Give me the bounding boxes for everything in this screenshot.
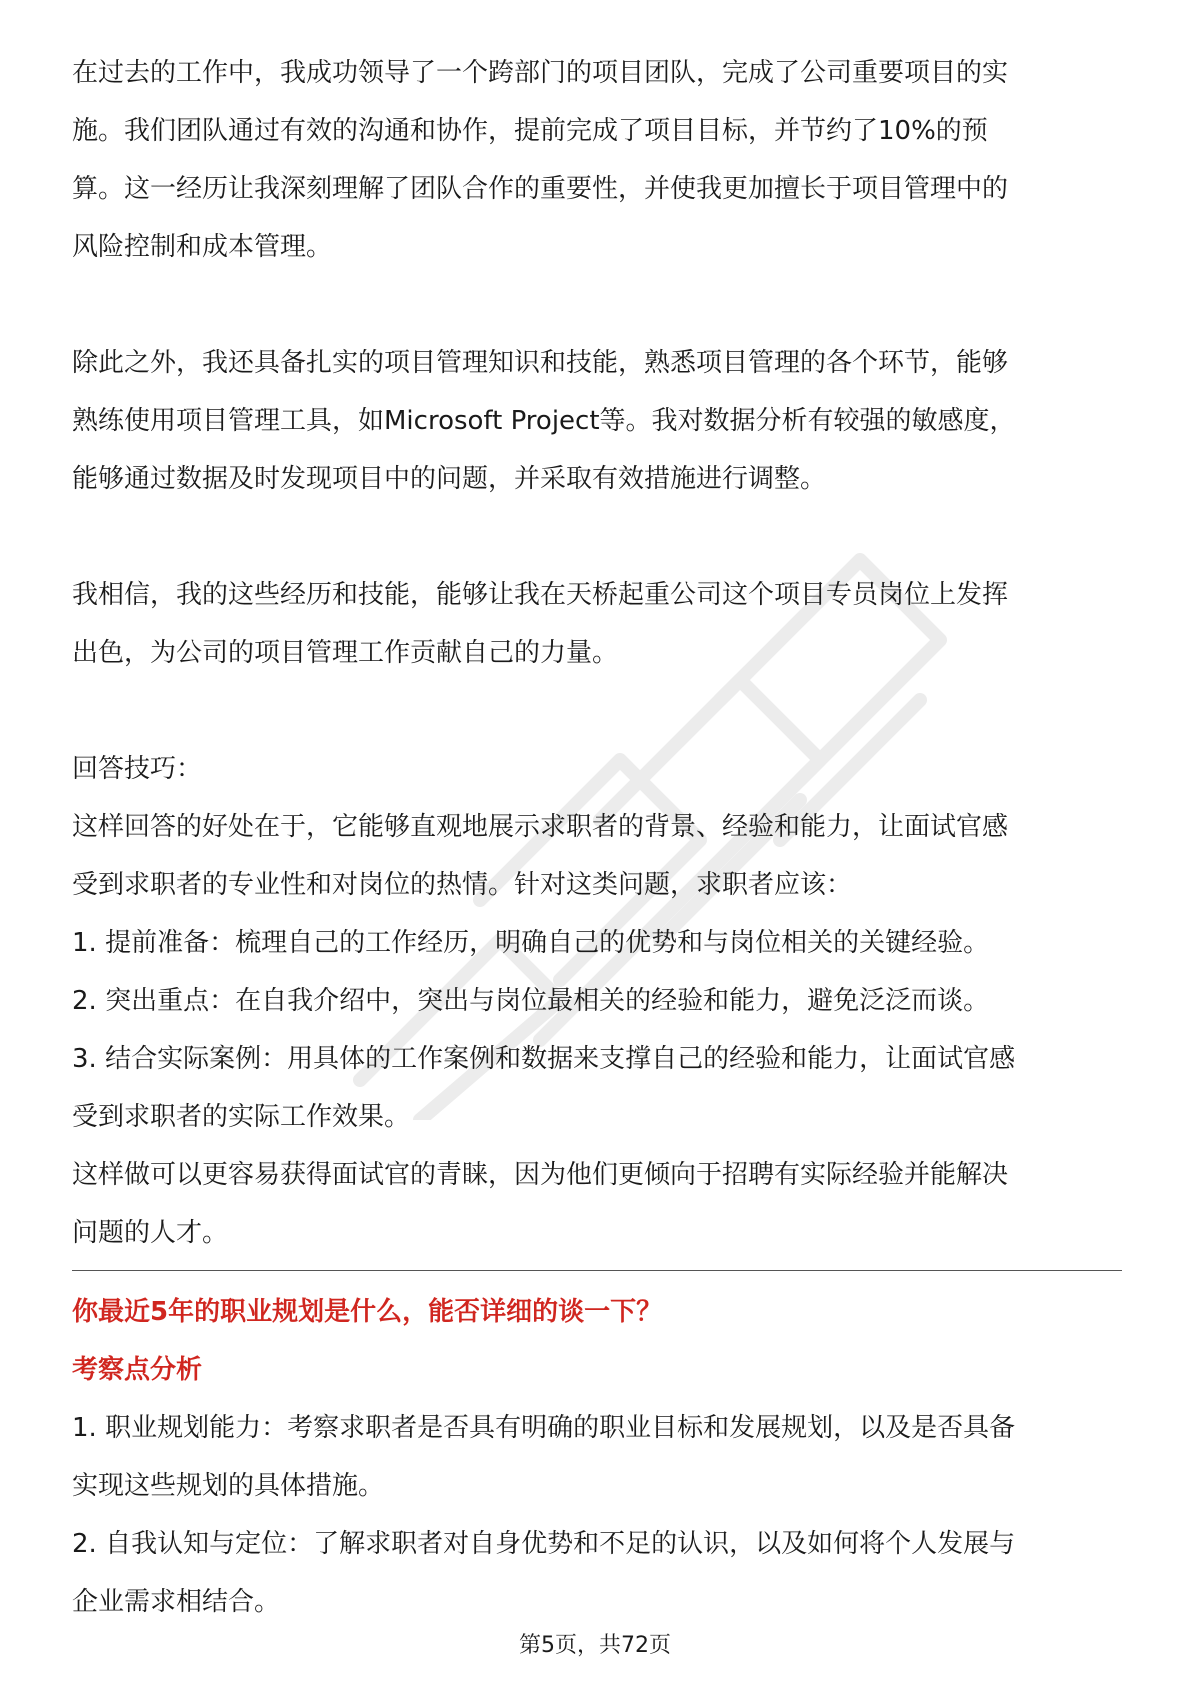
spacer	[72, 276, 1122, 334]
text-line: 出色，为公司的项目管理工作贡献自己的力量。	[72, 638, 619, 668]
paragraph-experience	[72, 44, 1122, 276]
text-line: 我相信，我的这些经历和技能，能够让我在天桥起重公司这个项目专员岗位上发挥	[72, 580, 1009, 610]
text-line: 受到求职者的专业性和对岗位的热情。针对这类问题，求职者应该：	[72, 870, 853, 900]
text-line: 能够通过数据及时发现项目中的问题，并采取有效措施进行调整。	[72, 464, 827, 494]
analysis-heading: 考察点分析	[72, 1355, 203, 1385]
answer-tips	[72, 740, 1122, 1262]
list-item: 3. 结合实际案例：用具体的工作案例和数据来支撑自己的经验和能力，让面试官感	[72, 1044, 1016, 1074]
question-section	[72, 1283, 1122, 1631]
spacer	[72, 508, 1122, 566]
text-line: 熟练使用项目管理工具，如Microsoft Project等。我对数据分析有较强的敏感度，	[72, 406, 1016, 436]
list-item: 2. 自我认知与定位：了解求职者对自身优势和不足的认识，以及如何将个人发展与	[72, 1529, 1016, 1559]
text-line: 风险控制和成本管理。	[72, 232, 333, 262]
text-line: 除此之外，我还具备扎实的项目管理知识和技能，熟悉项目管理的各个环节，能够	[72, 348, 1009, 378]
question-title: 你最近5年的职业规划是什么，能否详细的谈一下？	[72, 1297, 663, 1327]
paragraph-conclusion	[72, 566, 1122, 682]
text-line: 企业需求相结合。	[72, 1587, 281, 1617]
text-line: 实现这些规划的具体措施。	[72, 1471, 385, 1501]
text-line: 在过去的工作中，我成功领导了一个跨部门的项目团队，完成了公司重要项目的实	[72, 58, 1009, 88]
paragraph-skills	[72, 334, 1122, 508]
spacer	[72, 682, 1122, 740]
page-number: 第5页，共72页	[519, 1633, 671, 1658]
list-item: 2. 突出重点：在自我介绍中，突出与岗位最相关的经验和能力，避免泛泛而谈。	[72, 986, 990, 1016]
text-line: 这样回答的好处在于，它能够直观地展示求职者的背景、经验和能力，让面试官感	[72, 812, 1009, 842]
text-line: 施。我们团队通过有效的沟通和协作，提前完成了项目目标，并节约了10%的预	[72, 116, 988, 146]
list-item: 1. 提前准备：梳理自己的工作经历，明确自己的优势和与岗位相关的关键经验。	[72, 928, 990, 958]
text-line: 问题的人才。	[72, 1218, 229, 1248]
list-item: 1. 职业规划能力：考察求职者是否具有明确的职业目标和发展规划，以及是否具备	[72, 1413, 1016, 1443]
text-line: 这样做可以更容易获得面试官的青睐，因为他们更倾向于招聘有实际经验并能解决	[72, 1160, 1009, 1190]
text-line: 算。这一经历让我深刻理解了团队合作的重要性，并使我更加擅长于项目管理中的	[72, 174, 1009, 204]
body-content	[72, 44, 1122, 1631]
tips-label: 回答技巧：	[72, 754, 203, 784]
section-divider	[72, 1270, 1122, 1271]
text-line: 受到求职者的实际工作效果。	[72, 1102, 411, 1132]
